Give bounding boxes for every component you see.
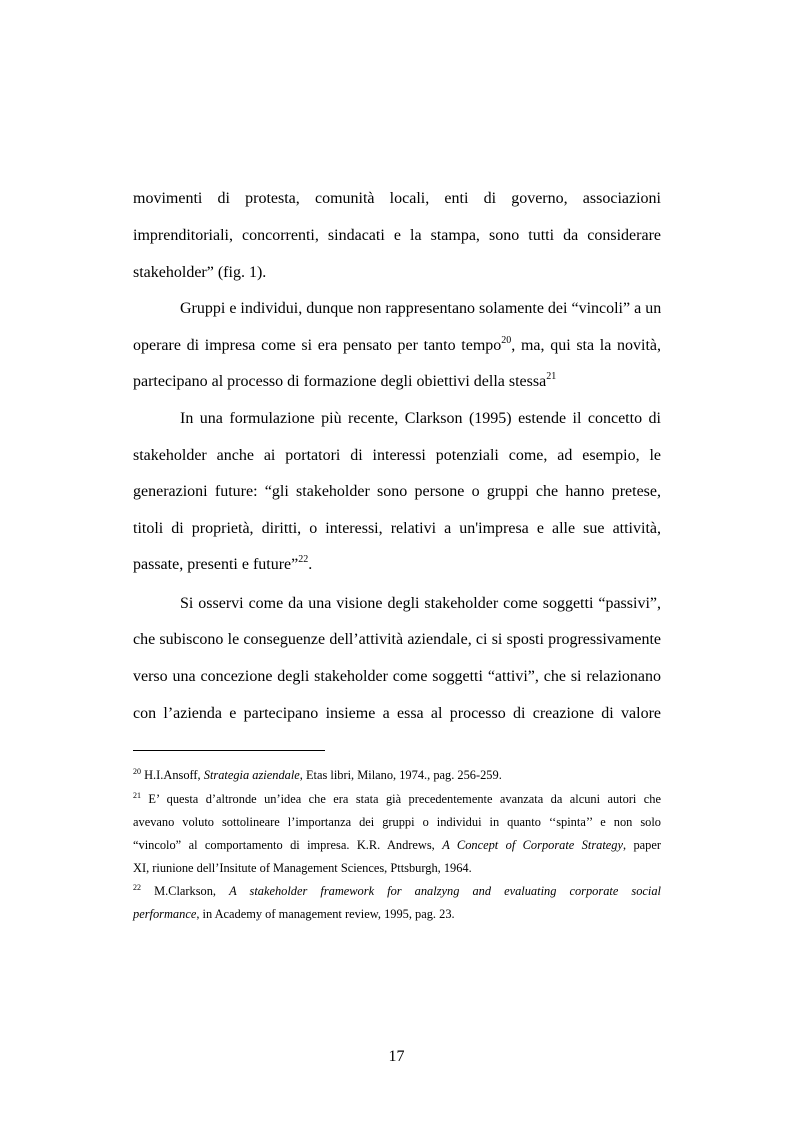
page-number: 17	[388, 1048, 405, 1065]
body-line: imprenditoriali, concorrenti, sindacati e la stampa, sono tutti da considerare	[133, 227, 661, 244]
footnote-20	[133, 767, 661, 783]
text-run: passate, presenti e future”	[133, 556, 299, 573]
text-run: operare di impresa come si era pensato per tanto tempo	[133, 337, 502, 354]
text-run: , ma, qui sta la novità,	[511, 337, 661, 354]
footnote-number: 22	[133, 883, 141, 892]
text-run: partecipano al processo di formazione degli obiettivi della stessa	[133, 373, 547, 390]
body-line: stakeholder anche ai portatori di interessi potenziali come, ad esempio, le	[133, 447, 661, 464]
text-run: , in Academy of management review, 1995, pag. 23.	[196, 907, 455, 921]
footnote-title: Strategia aziendale	[203, 768, 300, 782]
body-line: che subiscono le conseguenze dell’attività aziendale, ci si sposti progressivamente	[133, 631, 661, 648]
footnote-line: avevano voluto sottolineare l’importanza dei gruppi o individui in quanto ‘‘spinta’’ e non solo	[133, 815, 661, 829]
footnote-number: 21	[133, 791, 141, 800]
footnote-title: A stakeholder framework for analzyng and evaluating corporate social	[229, 884, 661, 898]
footnote-22	[133, 883, 661, 899]
footnote-line	[133, 906, 661, 922]
text-run: E’ questa d’altronde un’idea che era stata già precedentemente avanzata da alcuni autori che	[141, 792, 661, 806]
body-line: Gruppi e individui, dunque non rappresentano solamente dei “vincoli” a un	[180, 300, 662, 317]
footnote-line	[133, 837, 661, 853]
body-line	[133, 372, 661, 392]
footnote-line: XI, riunione dell’Insitute of Management Sciences, Pttsburgh, 1964.	[133, 861, 472, 875]
body-line: Si osservi come da una visione degli stakeholder come soggetti “passivi”,	[180, 595, 661, 612]
text-run: H.I.Ansoff,	[141, 768, 204, 782]
footnote-21	[133, 791, 661, 807]
body-line: stakeholder” (fig. 1).	[133, 264, 267, 281]
footnote-separator	[133, 750, 325, 751]
footnote-ref-22[interactable]: 22	[298, 554, 309, 565]
text-run: , paper	[622, 838, 661, 852]
body-line: con l’azienda e partecipano insieme a essa al processo di creazione di valore	[133, 705, 661, 722]
body-line: movimenti di protesta, comunità locali, enti di governo, associazioni	[133, 190, 661, 207]
body-line: titoli di proprietà, diritti, o interessi, relativi a un'impresa e alle sue attività,	[133, 520, 661, 537]
footnote-title: A Concept of Corporate Strategy	[442, 838, 623, 852]
body-line: verso una concezione degli stakeholder come soggetti “attivi”, che si relazionano	[133, 668, 661, 685]
footnote-ref-20[interactable]: 20	[501, 335, 512, 346]
text-run: M.Clarkson,	[141, 884, 230, 898]
body-line: In una formulazione più recente, Clarkson (1995) estende il concetto di	[180, 410, 661, 427]
text-run: “vincolo” al comportamento di impresa. K.R. Andrews,	[133, 838, 443, 852]
body-line: generazioni future: “gli stakeholder sono persone o gruppi che hanno pretese,	[133, 483, 661, 500]
footnote-title: performance	[133, 907, 197, 921]
footnote-number: 20	[133, 767, 141, 776]
footnote-ref-21[interactable]: 21	[546, 371, 557, 382]
body-line	[133, 555, 661, 575]
text-run: .	[308, 556, 313, 573]
body-line	[133, 336, 661, 356]
text-run: , Etas libri, Milano, 1974., pag. 256-259.	[299, 768, 502, 782]
